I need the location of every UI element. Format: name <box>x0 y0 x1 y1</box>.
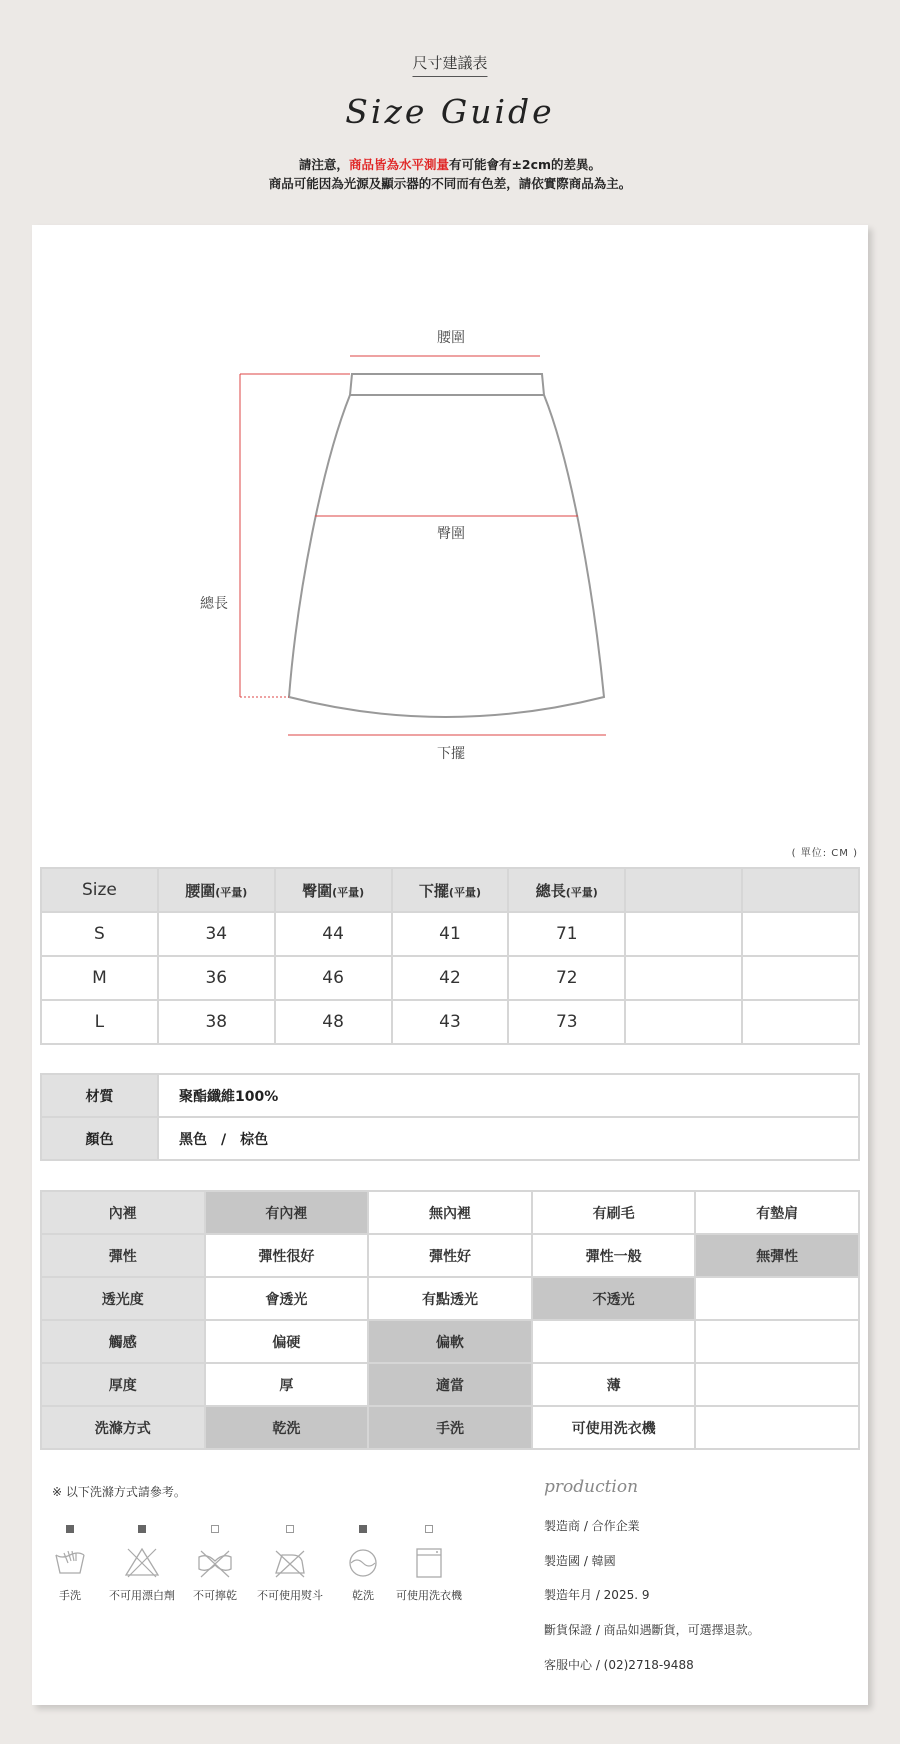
guarantee-text: 斷貨保證 / 商品如遇斷貨，可選擇退款。 <box>544 1623 760 1637</box>
notice-prefix: 請注意， <box>298 157 349 172</box>
value-cell: 43 <box>392 1000 509 1044</box>
attribute-option: 彈性一般 <box>532 1234 696 1277</box>
color-label: 顏色 <box>41 1117 158 1160</box>
attribute-option: 偏軟 <box>368 1320 532 1363</box>
attribute-option: 有內裡 <box>205 1191 369 1234</box>
attribute-label: 彈性 <box>41 1234 205 1277</box>
attribute-row <box>41 1320 859 1363</box>
dry-clean-icon <box>345 1545 381 1581</box>
wash-item <box>389 1525 469 1603</box>
country-text: 製造國 / 韓國 <box>544 1554 616 1568</box>
attribute-option: 彈性好 <box>368 1234 532 1277</box>
attribute-option: 薄 <box>532 1363 696 1406</box>
attribute-label: 觸感 <box>41 1320 205 1363</box>
empty-cell <box>625 1000 742 1044</box>
wash-label: 不可使用熨斗 <box>257 1589 323 1602</box>
value-cell: 73 <box>508 1000 625 1044</box>
wash-label: 不可用漂白劑 <box>109 1589 175 1602</box>
empty-cell <box>695 1406 859 1449</box>
no-bleach-icon <box>124 1545 160 1581</box>
material-label: 材質 <box>41 1074 158 1117</box>
attribute-option: 可使用洗衣機 <box>532 1406 696 1449</box>
size-table <box>40 867 860 1045</box>
checkbox-icon <box>138 1525 146 1533</box>
color-value: 黑色 / 棕色 <box>158 1117 859 1160</box>
length-header: 總長(平量) <box>508 868 625 912</box>
waist-header: 腰圍(平量) <box>158 868 275 912</box>
hip-header: 臀圍(平量) <box>275 868 392 912</box>
notice-line-2: 商品可能因為光源及顯示器的不同而有色差，請依實際商品為主。 <box>268 176 632 191</box>
empty-cell <box>532 1320 696 1363</box>
empty-cell <box>625 956 742 1000</box>
hand-wash-icon <box>52 1545 88 1581</box>
empty-cell <box>695 1277 859 1320</box>
value-cell: 36 <box>158 956 275 1000</box>
checkbox-icon <box>286 1525 294 1533</box>
wash-label: 可使用洗衣機 <box>396 1589 462 1602</box>
attribute-option: 厚 <box>205 1363 369 1406</box>
table-row <box>41 956 859 1000</box>
attribute-label: 洗滌方式 <box>41 1406 205 1449</box>
attribute-option: 有刷毛 <box>532 1191 696 1234</box>
page-header <box>0 0 900 225</box>
manufacturer-text: 製造商 / 合作企業 <box>544 1519 640 1533</box>
attribute-label: 厚度 <box>41 1363 205 1406</box>
attribute-option: 無彈性 <box>695 1234 859 1277</box>
wash-item <box>30 1525 110 1603</box>
checkbox-icon <box>359 1525 367 1533</box>
waist-label: 腰圍 <box>437 330 465 346</box>
attribute-option: 手洗 <box>368 1406 532 1449</box>
unit-note: ( 單位: CM ) <box>791 848 858 859</box>
size-cell: L <box>41 1000 158 1044</box>
wash-item <box>250 1525 330 1603</box>
wash-label: 不可擰乾 <box>193 1589 237 1602</box>
attribute-option: 不透光 <box>532 1277 696 1320</box>
wash-label: 手洗 <box>59 1589 81 1602</box>
checkbox-icon <box>66 1525 74 1533</box>
material-value: 聚酯纖維100% <box>158 1074 859 1117</box>
wash-item <box>175 1525 255 1603</box>
washing-machine-icon <box>411 1545 447 1581</box>
attribute-row <box>41 1277 859 1320</box>
wash-item <box>102 1525 182 1603</box>
attribute-label: 透光度 <box>41 1277 205 1320</box>
length-label: 總長 <box>200 596 228 612</box>
attribute-option: 乾洗 <box>205 1406 369 1449</box>
skirt-diagram <box>32 225 868 825</box>
waistband-outline <box>350 374 544 395</box>
notice-highlight: 商品皆為水平測量 <box>348 157 449 172</box>
attribute-option: 適當 <box>368 1363 532 1406</box>
date-text: 製造年月 / 2025. 9 <box>544 1588 650 1602</box>
value-cell: 46 <box>275 956 392 1000</box>
no-wring-icon <box>197 1545 233 1581</box>
attribute-option: 彈性很好 <box>205 1234 369 1277</box>
production-title: production <box>544 1477 639 1497</box>
checkbox-icon <box>211 1525 219 1533</box>
value-cell: 71 <box>508 912 625 956</box>
service-text: 客服中心 / (02)2718-9488 <box>544 1658 694 1672</box>
size-cell: S <box>41 912 158 956</box>
hem-label: 下擺 <box>437 746 465 762</box>
attribute-label: 內裡 <box>41 1191 205 1234</box>
no-iron-icon <box>272 1545 308 1581</box>
attribute-table <box>40 1190 860 1450</box>
size-table-header <box>41 868 859 912</box>
value-cell: 38 <box>158 1000 275 1044</box>
checkbox-icon <box>425 1525 433 1533</box>
attribute-option: 會透光 <box>205 1277 369 1320</box>
hem-header: 下擺(平量) <box>392 868 509 912</box>
material-row <box>41 1074 859 1117</box>
page-title: Size Guide <box>345 92 555 131</box>
value-cell: 41 <box>392 912 509 956</box>
attribute-row <box>41 1234 859 1277</box>
table-row <box>41 1000 859 1044</box>
value-cell: 72 <box>508 956 625 1000</box>
empty-cell <box>742 1000 859 1044</box>
attribute-option: 有點透光 <box>368 1277 532 1320</box>
measurement-notice <box>0 155 900 193</box>
subtitle: 尺寸建議表 <box>412 52 487 77</box>
hip-label: 臀圍 <box>437 526 465 542</box>
size-cell: M <box>41 956 158 1000</box>
empty-cell <box>695 1320 859 1363</box>
size-guide-card <box>32 225 868 1705</box>
empty-cell <box>625 912 742 956</box>
washing-note: ※ 以下洗滌方式請參考。 <box>52 1485 186 1499</box>
empty-cell <box>742 912 859 956</box>
empty-header <box>742 868 859 912</box>
empty-header <box>625 868 742 912</box>
color-row <box>41 1117 859 1160</box>
attribute-row <box>41 1363 859 1406</box>
table-row <box>41 912 859 956</box>
value-cell: 44 <box>275 912 392 956</box>
attribute-row <box>41 1406 859 1449</box>
empty-cell <box>695 1363 859 1406</box>
attribute-row <box>41 1191 859 1234</box>
attribute-option: 有墊肩 <box>695 1191 859 1234</box>
value-cell: 42 <box>392 956 509 1000</box>
material-table <box>40 1073 860 1161</box>
empty-cell <box>742 956 859 1000</box>
attribute-option: 無內裡 <box>368 1191 532 1234</box>
notice-suffix: 有可能會有±2cm的差異。 <box>448 157 602 172</box>
attribute-option: 偏硬 <box>205 1320 369 1363</box>
value-cell: 48 <box>275 1000 392 1044</box>
wash-label: 乾洗 <box>352 1589 374 1602</box>
skirt-body-outline <box>289 395 604 717</box>
value-cell: 34 <box>158 912 275 956</box>
size-header: Size <box>41 868 158 912</box>
